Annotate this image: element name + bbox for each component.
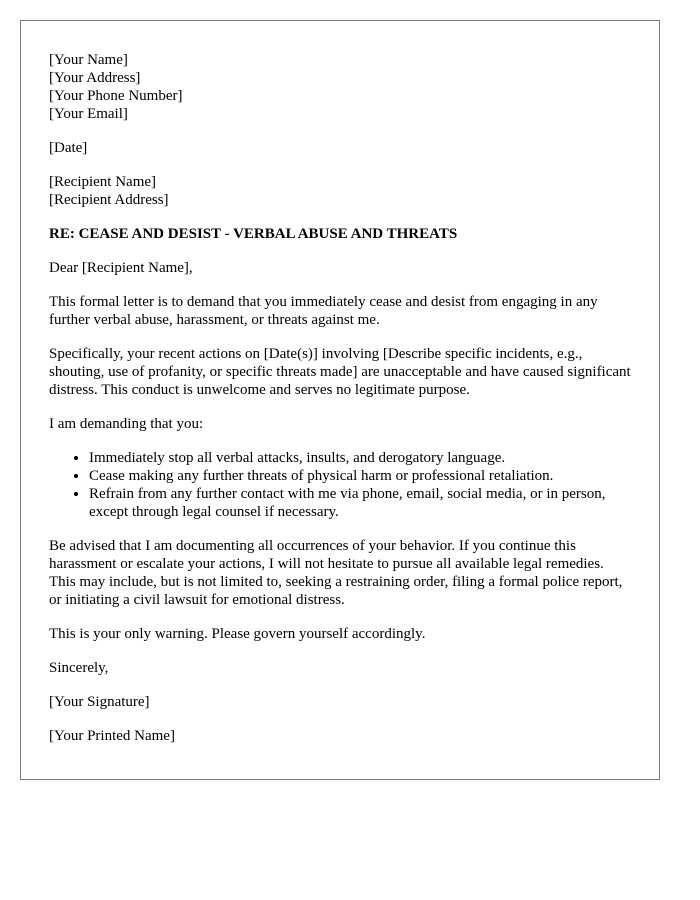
paragraph-intro: This formal letter is to demand that you immediately cease and desist from engaging in any further verbal abuse, harassment, or threats against me.	[49, 294, 598, 328]
closing: Sincerely,	[49, 660, 109, 676]
paragraph-incidents: Specifically, your recent actions on [Date(s)] involving [Describe specific incidents, e.g., shouting, use of profanity, or specific threats made] are unacceptable and have caused significant distress. This conduct is unwelcome and serves no legitimate purpose.	[49, 346, 631, 398]
letter-date: [Date]	[49, 140, 88, 156]
sender-block	[49, 51, 631, 123]
demand-item: • Cease making any further threats of physical harm or professional retaliation.	[89, 467, 631, 485]
letter-document	[20, 20, 660, 780]
sender-email: [Your Email]	[49, 106, 128, 122]
salutation: Dear [Recipient Name],	[49, 260, 193, 276]
signature: [Your Signature]	[49, 694, 150, 710]
paragraph-warning: Be advised that I am documenting all occurrences of your behavior. If you continue this harassment or escalate your actions, I will not hesitate to pursue all available legal remedies. This may include, but is not limited to, seeking a restraining order, filing a formal police report, or initiating a civil lawsuit for emotional distress.	[49, 538, 623, 608]
subject-line: RE: CEASE AND DESIST - VERBAL ABUSE AND THREATS	[49, 226, 458, 242]
recipient-block	[49, 173, 631, 209]
printed-name: [Your Printed Name]	[49, 728, 175, 744]
demands-list	[49, 449, 631, 521]
recipient-address: [Recipient Address]	[49, 192, 169, 208]
demand-item: • Immediately stop all verbal attacks, insults, and derogatory language.	[89, 449, 631, 467]
recipient-name: [Recipient Name]	[49, 174, 157, 190]
paragraph-demands-lead: I am demanding that you:	[49, 416, 204, 432]
demand-item: • Refrain from any further contact with me via phone, email, social media, or in person, except through legal counsel if necessary.	[89, 485, 631, 521]
sender-name: [Your Name]	[49, 52, 128, 68]
sender-address: [Your Address]	[49, 70, 141, 86]
sender-phone: [Your Phone Number]	[49, 88, 183, 104]
paragraph-final-warning: This is your only warning. Please govern yourself accordingly.	[49, 626, 426, 642]
